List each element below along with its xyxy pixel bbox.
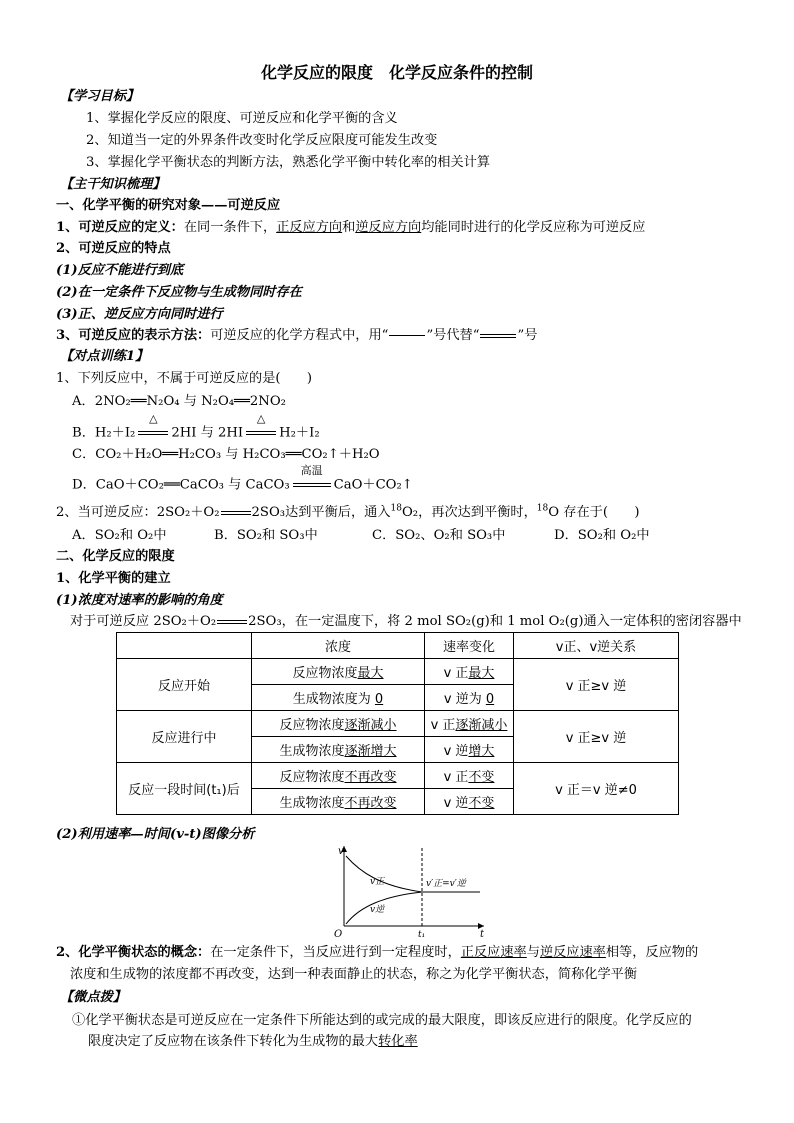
table-header: 浓度 xyxy=(252,633,425,659)
heat-symbol-icon: △ xyxy=(149,412,158,425)
goals-tag: 【学习目标】 xyxy=(60,89,140,104)
table-header-blank xyxy=(117,633,252,659)
cell-answer: 0 xyxy=(485,692,495,707)
representation-text-c: ”号 xyxy=(517,328,538,343)
concentration-cell xyxy=(252,659,425,685)
isotope-number: 18 xyxy=(390,503,402,514)
table-row xyxy=(117,763,679,789)
forward-rate-label: v正 xyxy=(370,877,385,887)
reverse-direction: 逆反应方向 xyxy=(355,220,422,235)
q2-option-a: A．SO₂和 O₂中 xyxy=(72,528,167,543)
rate-cell xyxy=(425,711,514,737)
cell-text: v 正 xyxy=(430,718,456,733)
goal-3: 3、掌握化学平衡状态的判断方法，熟悉化学平衡中转化率的相关计算 xyxy=(86,155,491,170)
q2-text-a: 2、当可逆反应：2SO₂＋O₂ xyxy=(56,505,220,520)
rate-cell xyxy=(425,789,514,815)
high-temp-label: 高温 xyxy=(300,464,323,477)
reverse-rate-label: v逆 xyxy=(370,905,385,915)
feature-3: (3)正、逆反应方向同时进行 xyxy=(56,307,223,322)
tip-text-2: 限度决定了反应物在该条件下转化为生成物的最大 xyxy=(88,1034,379,1049)
forward-direction: 正反应方向 xyxy=(276,220,343,235)
representation-line xyxy=(56,327,537,345)
cell-answer: 0 xyxy=(374,692,384,707)
cell-answer: 逐渐减小 xyxy=(344,718,397,733)
reverse-rate-answer: 逆反应速率 xyxy=(539,945,606,960)
q2-text-c: O₂，再次达到平衡时， xyxy=(402,505,537,520)
cell-text: v 正 xyxy=(443,666,469,681)
q2-option-c: C．SO₂、O₂和 SO₃中 xyxy=(372,528,506,543)
rate-cell xyxy=(425,763,514,789)
tip-line-2 xyxy=(88,1033,418,1051)
concentration-cell xyxy=(252,789,425,815)
cell-answer: 逐渐减小 xyxy=(455,718,508,733)
concentration-cell xyxy=(252,685,425,711)
y-axis-label: v xyxy=(338,846,344,857)
feature-1: (1)反应不能进行到底 xyxy=(56,263,184,278)
stage-cell: 反应一段时间(t₁)后 xyxy=(117,763,252,815)
cell-text: v 逆为 xyxy=(443,692,486,707)
cell-answer: 不再改变 xyxy=(344,770,397,785)
cell-answer: 最大 xyxy=(357,666,384,681)
q1-option-d-pre: D．CaO＋CO₂══CaCO₃ 与 CaCO₃ xyxy=(72,477,290,493)
cell-text: 生成物浓度 xyxy=(279,796,345,811)
concept-line-1 xyxy=(56,944,698,962)
heat-symbol-icon: △ xyxy=(256,412,266,425)
q1-option-d xyxy=(72,464,413,495)
q1-option-a: A．2NO₂══N₂O₄ 与 N₂O₄══2NO₂ xyxy=(72,394,286,409)
forward-rate-answer: 正反应速率 xyxy=(460,945,527,960)
table-header: v正、v逆关系 xyxy=(514,633,679,659)
equal-sign-icon xyxy=(480,334,516,338)
goal-1: 1、掌握化学反应的限度、可逆反应和化学平衡的含义 xyxy=(86,111,398,126)
equilibrium-table xyxy=(116,632,679,815)
rate-cell xyxy=(425,685,514,711)
training1-tag: 【对点训练1】 xyxy=(60,349,149,364)
conversion-rate-answer: 转化率 xyxy=(378,1034,418,1049)
x-axis-label: t xyxy=(480,929,485,938)
concentration-cell xyxy=(252,737,425,763)
cell-text: v 逆 xyxy=(443,796,469,811)
page-title: 化学反应的限度 化学反应条件的控制 xyxy=(260,63,533,82)
table-header: 速率变化 xyxy=(425,633,514,659)
rate-cell xyxy=(425,737,514,763)
relation-cell: v 正≥v 逆 xyxy=(514,659,679,711)
representation-label: 3、可逆反应的表示方法： xyxy=(56,328,211,343)
q1-option-b-mid: 2HI 与 2HI xyxy=(171,425,244,441)
cell-text: 生成物浓度为 xyxy=(292,692,375,707)
equilibrium-establishment: 1、化学平衡的建立 xyxy=(56,571,171,586)
heat-condition xyxy=(245,412,277,442)
reversible-arrow-icon xyxy=(389,335,425,336)
cell-answer: 不再改变 xyxy=(344,796,397,811)
heat-condition xyxy=(137,412,169,442)
equal-sign-icon xyxy=(246,431,276,435)
q2-option-d: D．SO₂和 O₂中 xyxy=(554,528,650,543)
representation-text-b: ”号代替“ xyxy=(426,328,480,343)
relation-cell: v 正＝v 逆≠0 xyxy=(514,763,679,815)
concept-text-a: 在一定条件下，当反应进行到一定程度时， xyxy=(210,945,461,960)
q1-option-d-post: CaO＋CO₂↑ xyxy=(333,477,413,493)
q2-text-d: O 存在于( ) xyxy=(548,505,640,520)
concentration-cell xyxy=(252,763,425,789)
cell-answer: 逐渐增大 xyxy=(344,744,397,759)
q2-text-b: 2SO₃达到平衡后，通入 xyxy=(251,505,391,520)
equal-rate-label: v′正=v′逆 xyxy=(426,879,466,889)
reversible-definition xyxy=(56,219,645,237)
question-2 xyxy=(56,504,639,522)
concept-text-c: 相等，反应物的 xyxy=(605,945,699,960)
origin-label: O xyxy=(334,929,343,938)
q2-option-b: B．SO₂和 SO₃中 xyxy=(214,528,318,543)
cell-text: 反应物浓度 xyxy=(279,718,345,733)
question-1: 1、下列反应中，不属于可逆反应的是( ) xyxy=(56,371,313,386)
cell-text: v 正 xyxy=(443,770,469,785)
table-intro xyxy=(70,613,742,631)
concept-line-2: 浓度和生成物的浓度都不再改变，达到一种表面静止的状态，称之为化学平衡状态，简称化学平衡 xyxy=(70,967,638,982)
cell-text: 生成物浓度 xyxy=(279,744,345,759)
definition-text-c: 均能同时进行的化学反应称为可逆反应 xyxy=(421,220,646,235)
stage-cell: 反应进行中 xyxy=(117,711,252,763)
table-header-row xyxy=(117,633,679,659)
cell-answer: 不变 xyxy=(468,770,495,785)
rate-cell xyxy=(425,659,514,685)
cell-text: 反应物浓度 xyxy=(279,770,345,785)
t1-label: t₁ xyxy=(418,930,426,938)
q1-option-b xyxy=(72,412,320,443)
representation-text-a: 可逆反应的化学方程式中，用“ xyxy=(210,328,389,343)
concentration-cell xyxy=(252,711,425,737)
tip-text-1: 化学平衡状态是可逆反应在一定条件下所能达到的或完成的最大限度，即该反应进行的限度。化学反应的 xyxy=(85,1013,692,1028)
q1-option-b-post: H₂＋I₂ xyxy=(279,425,320,441)
q1-option-b-pre: B．H₂＋I₂ xyxy=(72,425,136,441)
definition-label: 1、可逆反应的定义： xyxy=(56,220,184,235)
intro-text-b: 2SO₃，在一定温度下，将 2 mol SO₂(g)和 1 mol O₂(g)通入一定体积的密闭容器中 xyxy=(248,614,742,629)
circled-one-icon: ① xyxy=(72,1013,86,1028)
concept-label: 2、化学平衡状态的概念： xyxy=(56,945,211,960)
concentration-angle: (1)浓度对速率的影响的角度 xyxy=(56,593,223,608)
table-row xyxy=(117,659,679,685)
reversible-arrow-icon xyxy=(221,511,251,515)
feature-2: (2)在一定条件下反应物与生成物同时存在 xyxy=(56,285,302,300)
equal-sign-icon xyxy=(138,431,168,435)
isotope-number: 18 xyxy=(536,503,549,514)
vt-graph xyxy=(330,842,490,938)
high-temp-condition xyxy=(292,464,332,494)
table-row xyxy=(117,711,679,737)
cell-answer: 增大 xyxy=(468,744,495,759)
definition-text-a: 在同一条件下， xyxy=(183,220,277,235)
stage-cell: 反应开始 xyxy=(117,659,252,711)
intro-text-a: 对于可逆反应 2SO₂＋O₂ xyxy=(70,614,217,629)
cell-answer: 不变 xyxy=(468,796,495,811)
vt-graph-heading: (2)利用速率—时间(v-t)图像分析 xyxy=(56,827,255,842)
section2-heading: 二、化学反应的限度 xyxy=(56,549,175,564)
q1-option-c: C．CO₂＋H₂O══H₂CO₃ 与 H₂CO₃══CO₂↑＋H₂O xyxy=(72,447,380,462)
cell-answer: 最大 xyxy=(468,666,495,681)
relation-cell: v 正≥v 逆 xyxy=(514,711,679,763)
cell-text: 反应物浓度 xyxy=(292,666,358,681)
cell-text: v 逆 xyxy=(443,744,469,759)
tip-tag: 【微点拨】 xyxy=(60,990,126,1005)
features-label: 2、可逆反应的特点 xyxy=(56,241,171,256)
equal-sign-icon xyxy=(293,483,331,487)
tip-line-1 xyxy=(72,1012,692,1030)
knowledge-tag: 【主干知识梳理】 xyxy=(60,177,166,192)
definition-text-b: 和 xyxy=(342,220,356,235)
section1-heading: 一、化学平衡的研究对象——可逆反应 xyxy=(56,198,281,213)
goal-2: 2、知道当一定的外界条件改变时化学反应限度可能发生改变 xyxy=(86,133,438,148)
concept-text-b: 与 xyxy=(526,945,540,960)
reversible-arrow-icon xyxy=(217,620,247,624)
